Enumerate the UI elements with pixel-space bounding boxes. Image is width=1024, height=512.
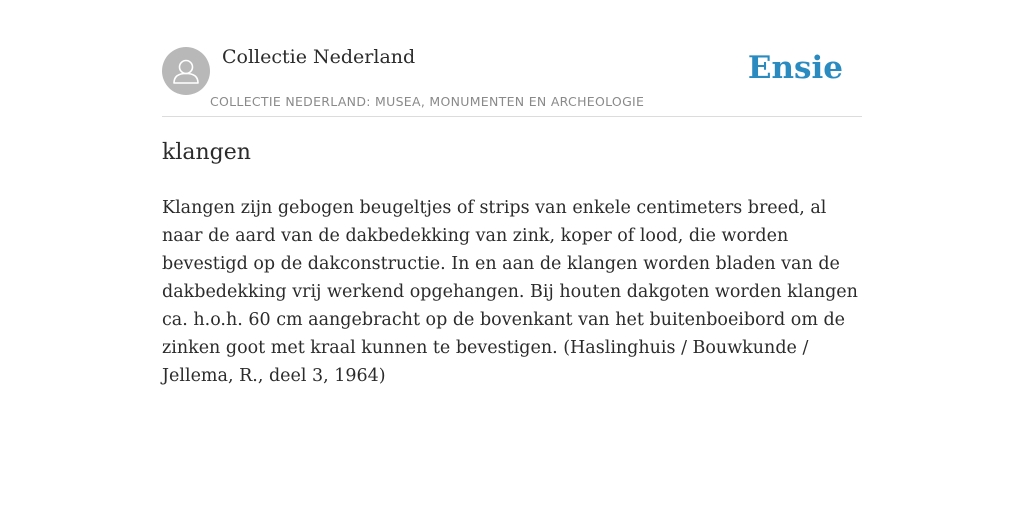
- ensie-logo[interactable]: Ensie: [747, 50, 843, 86]
- user-avatar-icon: [162, 47, 210, 95]
- article-header: [162, 44, 862, 117]
- author-name-link[interactable]: Collectie Nederland: [222, 46, 416, 68]
- article-body: Klangen zijn gebogen beugeltjes of strips van enkele centimeters breed, al naar de aard van de dakbedekking van zink, koper of lood, die worden bevestigd op de dakconstructie. In en aan de klangen worden bladen van de dakbedekking vrij werkend opgehangen. Bij houten dakgoten worden klangen ca. h.o.h. 60 cm aangebracht op de bovenkant van het buitenboeibord om de zinken goot met kraal kunnen te bevestigen. (Haslinghuis / Bouwkunde / Jellema, R., deel 3, 1964): [162, 198, 858, 386]
- article-title: klangen: [162, 140, 251, 165]
- author-avatar[interactable]: [162, 47, 210, 95]
- author-subtitle: COLLECTIE NEDERLAND: MUSEA, MONUMENTEN EN ARCHEOLOGIE: [210, 94, 645, 109]
